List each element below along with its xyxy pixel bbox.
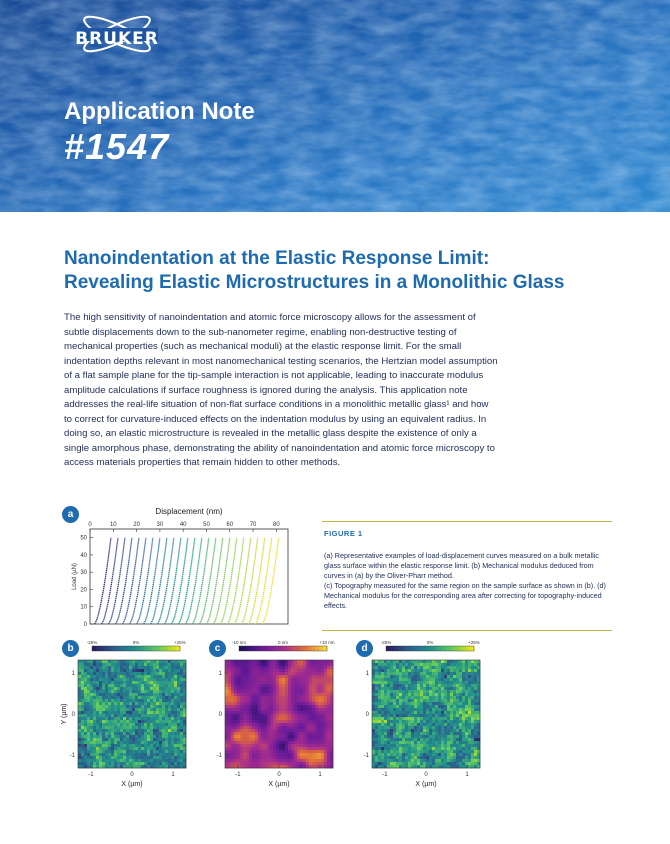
colorbar-segment xyxy=(243,646,247,651)
y-tick-label: 30 xyxy=(80,570,87,577)
colorbar-label: 0% xyxy=(132,640,140,645)
panel-c-badge: c xyxy=(209,640,226,657)
x-tick-label: 70 xyxy=(249,522,257,528)
title-line-2: Revealing Elastic Microstructures in a Monolithic Glass xyxy=(64,272,565,293)
colorbar-segment xyxy=(430,646,434,651)
y-tick-label: 40 xyxy=(80,552,87,559)
colorbar-label: +25% xyxy=(468,640,480,645)
colorbar-segment xyxy=(172,646,176,651)
colorbar-segment xyxy=(279,646,283,651)
colorbar-segment xyxy=(323,646,327,651)
map-x-tick-label: 0 xyxy=(424,772,428,778)
map-y-tick-label: 1 xyxy=(365,670,369,677)
colorbar-segment xyxy=(92,646,96,651)
modulus-map-d xyxy=(356,636,496,796)
colorbar-segment xyxy=(299,646,303,651)
x-tick-label: 20 xyxy=(133,522,140,528)
abstract-paragraph: The high sensitivity of nanoindentation and atomic force microscopy allows for the assessment of subtle displacements down to the sub-nanometer regime, enabling non-destructive testing of mechanical properties (such as mechanical moduli) at the elastic response limit. For the small indentation depths relevant in most nanomechanical testing scenarios, the Hertzian model assumption of a flat sample plane for the tip-sample interaction is not applicable, leading to inaccurate modulus amplitude calculations if surface roughness is ignored during the analysis. This application note addresses the real-life situation of non-flat surface conditions in a monolithic metallic glass¹ and how to correct for curvature-induced effects on the indentation modulus by using an equivalent radius. In doing so, an elastic microstructure is revealed in the metallic glass despite the existence of only a single amorphous phase, demonstrating the ability of nanoindentation and atomic force microscopy to access materials properties that remain hidden to other methods. xyxy=(64,312,498,468)
colorbar-segment xyxy=(255,646,259,651)
colorbar-label: +10 nm xyxy=(319,640,335,645)
map-x-tick-label: 1 xyxy=(318,772,322,778)
y-tick-label: 50 xyxy=(80,535,87,542)
colorbar-label: -25% xyxy=(86,640,98,645)
colorbar-segment xyxy=(120,646,124,651)
colorbar-segment xyxy=(156,646,160,651)
colorbar-segment xyxy=(160,646,164,651)
colorbar-segment xyxy=(422,646,426,651)
figure-label: FIGURE 1 xyxy=(324,529,363,538)
map-y-tick-label: 0 xyxy=(218,712,222,718)
map-x-tick-label: 1 xyxy=(465,772,469,778)
colorbar-segment xyxy=(458,646,462,651)
colorbar-segment xyxy=(462,646,466,651)
colorbar-segment xyxy=(398,646,402,651)
colorbar-segment xyxy=(450,646,454,651)
colorbar-segment xyxy=(418,646,422,651)
colorbar-segment xyxy=(390,646,394,651)
colorbar-segment xyxy=(176,646,180,651)
colorbar-segment xyxy=(168,646,172,651)
colorbar-segment xyxy=(386,646,390,651)
load-displacement-chart xyxy=(40,504,300,634)
colorbar-segment xyxy=(410,646,414,651)
colorbar-segment xyxy=(239,646,243,651)
y-axis-label: Load (µN) xyxy=(72,563,78,590)
x-tick-label: 40 xyxy=(179,522,187,528)
panel-a-badge: a xyxy=(62,506,79,523)
colorbar-segment xyxy=(267,646,271,651)
colorbar-segment xyxy=(303,646,307,651)
topography-map-c xyxy=(209,636,349,796)
colorbar-segment xyxy=(164,646,168,651)
colorbar-segment xyxy=(144,646,148,651)
map-y-tick-label: -1 xyxy=(216,753,222,760)
header-banner xyxy=(0,0,670,212)
application-note-label: Application Note xyxy=(64,98,255,125)
modulus-map-b xyxy=(62,636,202,796)
map-x-tick-label: -1 xyxy=(382,772,388,778)
map-x-tick-label: -1 xyxy=(235,772,241,778)
colorbar-segment xyxy=(414,646,418,651)
colorbar-segment xyxy=(438,646,442,651)
colorbar-segment xyxy=(446,646,450,651)
colorbar-segment xyxy=(406,646,410,651)
panel-d-badge: d xyxy=(356,640,373,657)
colorbar-segment xyxy=(124,646,128,651)
colorbar-segment xyxy=(402,646,406,651)
colorbar-segment xyxy=(311,646,315,651)
colorbar-segment xyxy=(148,646,152,651)
map-y-tick-label: -1 xyxy=(69,753,75,760)
colorbar-segment xyxy=(466,646,470,651)
caption-ab: (a) Representative examples of load-displacement curves measured on a bulk metallic glass surface within the elastic response limit. (b) Mechanical modulus deduced from curves in (a) by the Oliver-Pharr method. xyxy=(324,551,599,580)
colorbar-label: 0 nm xyxy=(277,640,289,645)
map-x-axis-label: X (µm) xyxy=(268,781,290,788)
colorbar-segment xyxy=(112,646,116,651)
colorbar-label: -25% xyxy=(380,640,392,645)
colorbar-segment xyxy=(271,646,275,651)
map-y-tick-label: 0 xyxy=(365,712,369,718)
colorbar-segment xyxy=(442,646,446,651)
map-y-axis-label: Y (µm) xyxy=(61,703,68,725)
map-y-tick-label: -1 xyxy=(363,753,369,760)
colorbar-segment xyxy=(295,646,299,651)
x-tick-label: 10 xyxy=(109,522,117,528)
colorbar-segment xyxy=(136,646,140,651)
colorbar-segment xyxy=(315,646,319,651)
figure-caption xyxy=(324,551,608,611)
colorbar-segment xyxy=(283,646,287,651)
map-x-axis-label: X (µm) xyxy=(121,781,143,788)
colorbar-segment xyxy=(307,646,311,651)
x-tick-label: 60 xyxy=(226,522,234,528)
colorbar-segment xyxy=(247,646,251,651)
colorbar-segment xyxy=(96,646,100,651)
load-curve xyxy=(95,538,111,624)
y-tick-label: 20 xyxy=(80,587,87,594)
colorbar-segment xyxy=(132,646,136,651)
colorbar-segment xyxy=(104,646,108,651)
map-y-tick-label: 1 xyxy=(218,670,222,677)
colorbar-segment xyxy=(394,646,398,651)
colorbar-segment xyxy=(259,646,263,651)
colorbar-segment xyxy=(152,646,156,651)
colorbar-segment xyxy=(116,646,120,651)
colorbar-segment xyxy=(100,646,104,651)
colorbar-label: -10 nm xyxy=(231,640,247,645)
colorbar-segment xyxy=(434,646,438,651)
colorbar-segment xyxy=(454,646,458,651)
page-title xyxy=(64,247,624,295)
colorbar-label: +25% xyxy=(174,640,186,645)
colorbar-segment xyxy=(319,646,323,651)
colorbar-segment xyxy=(426,646,430,651)
caption-cd: (c) Topography measured for the same region on the sample surface as shown in (b). (d) Mechanical modulus for the corresponding area after correcting for topography-induced effects. xyxy=(324,581,606,610)
x-tick-label: 50 xyxy=(203,522,210,528)
colorbar-segment xyxy=(140,646,144,651)
colorbar-segment xyxy=(251,646,255,651)
x-tick-label: 30 xyxy=(156,522,164,528)
colorbar-segment xyxy=(263,646,267,651)
colorbar-segment xyxy=(275,646,279,651)
map-x-tick-label: 1 xyxy=(171,772,175,778)
map-y-tick-label: 1 xyxy=(71,670,75,677)
chart-title: Displacement (nm) xyxy=(155,507,223,516)
brand-name: BRUKER xyxy=(75,29,159,49)
map-x-tick-label: 0 xyxy=(130,772,134,778)
map-x-axis-label: X (µm) xyxy=(415,781,437,788)
map-x-tick-label: -1 xyxy=(88,772,94,778)
y-tick-label: 10 xyxy=(80,604,87,611)
colorbar-segment xyxy=(287,646,291,651)
note-number: #1547 xyxy=(64,126,170,167)
colorbar-segment xyxy=(291,646,295,651)
x-tick-label: 80 xyxy=(273,522,280,528)
colorbar-segment xyxy=(108,646,112,651)
y-tick-label: 0 xyxy=(83,622,87,628)
map-x-tick-label: 0 xyxy=(277,772,281,778)
panel-b-badge: b xyxy=(62,640,79,657)
x-tick-label: 0 xyxy=(88,522,92,528)
colorbar-label: 0% xyxy=(426,640,434,645)
colorbar-segment xyxy=(128,646,132,651)
title-line-1: Nanoindentation at the Elastic Response Limit: xyxy=(64,248,490,269)
map-y-tick-label: 0 xyxy=(71,712,75,718)
colorbar-segment xyxy=(470,646,474,651)
